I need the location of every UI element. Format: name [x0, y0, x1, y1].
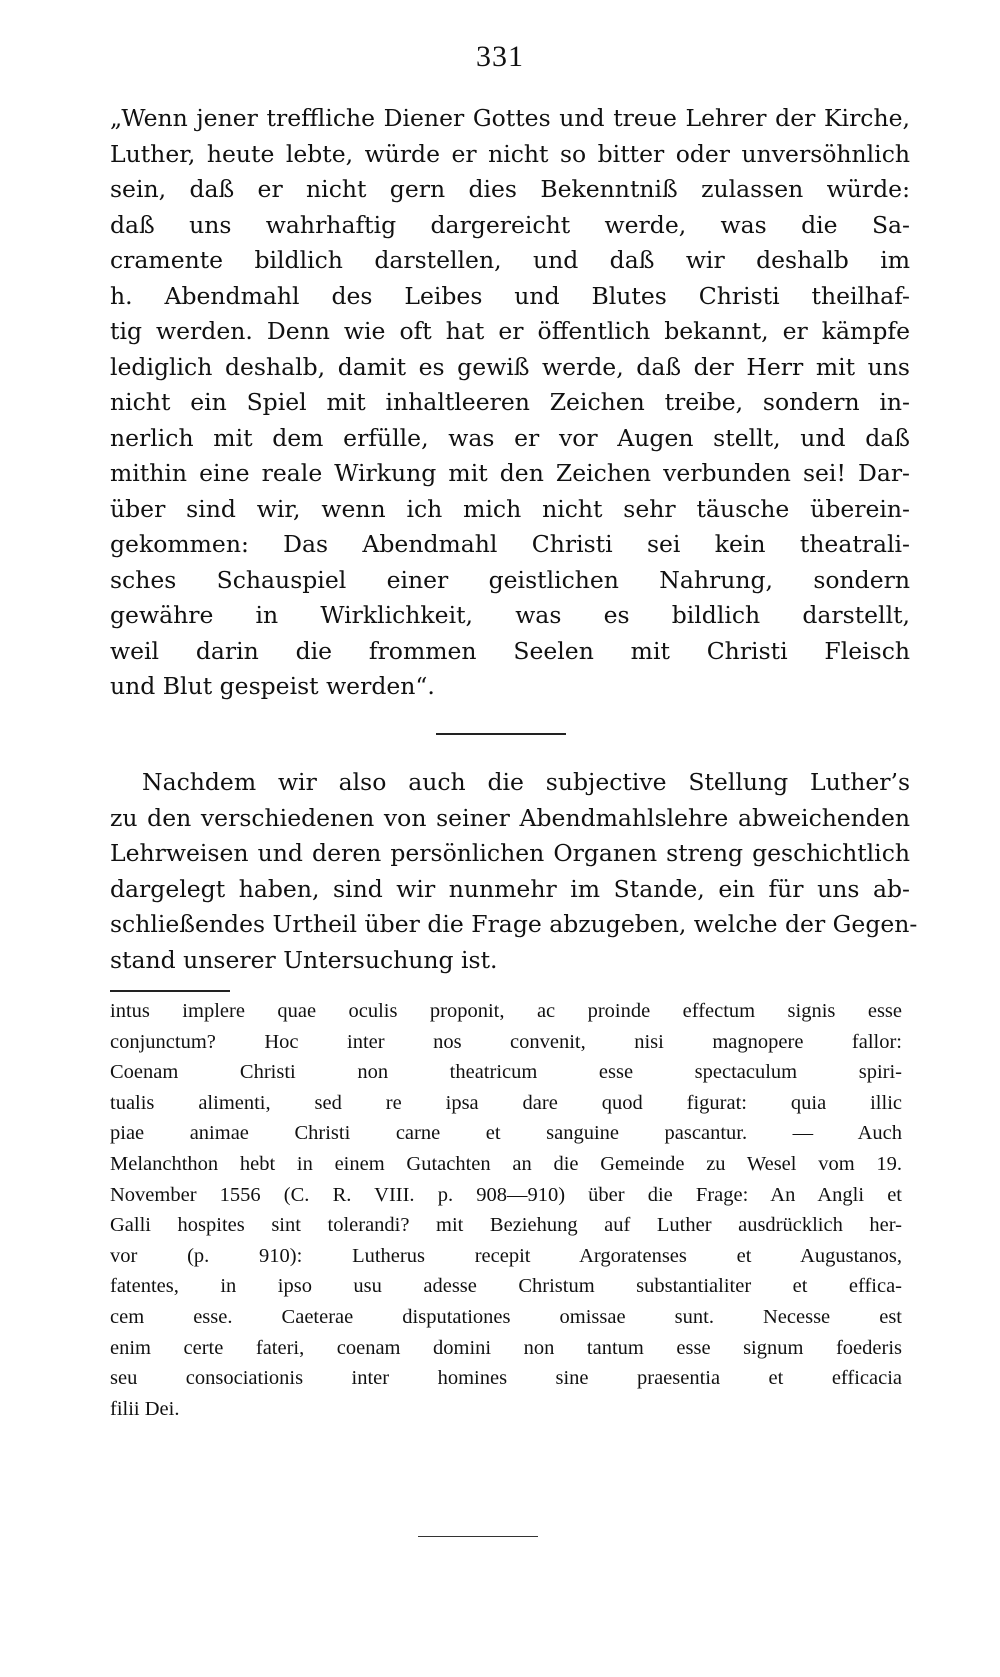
footnote-line: conjunctum? Hoc inter nos convenit, nisi magnopere fallor:: [110, 1030, 902, 1053]
bottom-rule: [418, 1536, 538, 1537]
text-line: cramente bildlich darstellen, und daß wir deshalb im: [110, 246, 910, 274]
footnote-line: cem esse. Caeterae disputationes omissae sunt. Necesse est: [110, 1305, 902, 1328]
text-line: zu den verschiedenen von seiner Abendmahlslehre abweichenden: [110, 803, 910, 832]
text-line: sein, daß er nicht gern dies Bekenntniß zulassen würde:: [110, 175, 910, 203]
text-line: „Wenn jener treffliche Diener Gottes und treue Lehrer der Kirche,: [110, 104, 910, 132]
text-line: schließendes Urtheil über die Frage abzugeben, welche der Gegen-: [110, 910, 918, 938]
text-line: Nachdem wir also auch die subjective Stellung Luther’s: [142, 768, 910, 796]
text-line: gekommen: Das Abendmahl Christi sei kein theatrali-: [110, 530, 910, 558]
footnote-line: fatentes, in ipso usu adesse Christum substantialiter et effica-: [110, 1275, 902, 1298]
text-line: nerlich mit dem erfülle, was er vor Augen stellt, und daß: [110, 423, 910, 452]
text-line: tig werden. Denn wie oft hat er öffentlich bekannt, er kämpfe: [110, 317, 910, 345]
text-line: nicht ein Spiel mit inhaltleeren Zeichen treibe, sondern in-: [110, 388, 910, 416]
text-line: mithin eine reale Wirkung mit den Zeichen verbunden sei! Dar-: [110, 459, 910, 487]
footnote-line: seu consociationis inter homines sine praesentia et efficacia: [110, 1367, 902, 1390]
text-line: gewähre in Wirklichkeit, was es bildlich darstellt,: [110, 601, 910, 629]
footnote-line: Melanchthon hebt in einem Gutachten an die Gemeinde zu Wesel vom 19.: [110, 1152, 902, 1175]
footnote-line: piae animae Christi carne et sanguine pascantur. — Auch: [110, 1122, 902, 1145]
footnote-line: intus implere quae oculis proponit, ac proinde effectum signis esse: [110, 1000, 902, 1022]
text-line: h. Abendmahl des Leibes und Blutes Christi theilhaf-: [110, 281, 910, 310]
footnote: [110, 996, 902, 1424]
footnote-line: filii Dei.: [110, 1397, 180, 1420]
text-line: und Blut gespeist werden“.: [110, 672, 435, 700]
footnote-divider: [110, 990, 230, 992]
footnote-line: Coenam Christi non theatricum esse spectaculum spiri-: [110, 1061, 902, 1084]
body-paragraph: [110, 765, 918, 978]
text-line: lediglich deshalb, damit es gewiß werde, daß der Herr mit uns: [110, 352, 910, 381]
footnote-line: vor (p. 910): Lutherus recepit Argoratenses et Augustanos,: [110, 1244, 902, 1267]
text-line: dargelegt haben, sind wir nunmehr im Stande, ein für uns ab-: [110, 874, 910, 903]
section-divider: [436, 733, 566, 735]
footnote-line: enim certe fateri, coenam domini non tantum esse signum foederis: [110, 1336, 902, 1359]
text-line: sches Schauspiel einer geistlichen Nahrung, sondern: [110, 565, 910, 594]
text-line: daß uns wahrhaftig dargereicht werde, was die Sa-: [110, 210, 910, 239]
quote-paragraph: [110, 101, 910, 705]
page-number: 331: [476, 40, 524, 73]
text-line: Luther, heute lebte, würde er nicht so bitter oder unversöhnlich: [110, 139, 910, 168]
text-line: über sind wir, wenn ich mich nicht sehr täusche überein-: [110, 494, 910, 523]
text-line: Lehrweisen und deren persönlichen Organen streng geschichtlich: [110, 839, 910, 867]
footnote-line: Galli hospites sint tolerandi? mit Beziehung auf Luther ausdrücklich her-: [110, 1214, 902, 1237]
text-line: stand unserer Untersuchung ist.: [110, 945, 498, 974]
text-line: weil darin die frommen Seelen mit Christi Fleisch: [110, 636, 910, 665]
footnote-line: tualis alimenti, sed re ipsa dare quod figurat: quia illic: [110, 1091, 902, 1114]
footnote-line: November 1556 (C. R. VIII. p. 908—910) über die Frage: An Angli et: [110, 1183, 902, 1206]
